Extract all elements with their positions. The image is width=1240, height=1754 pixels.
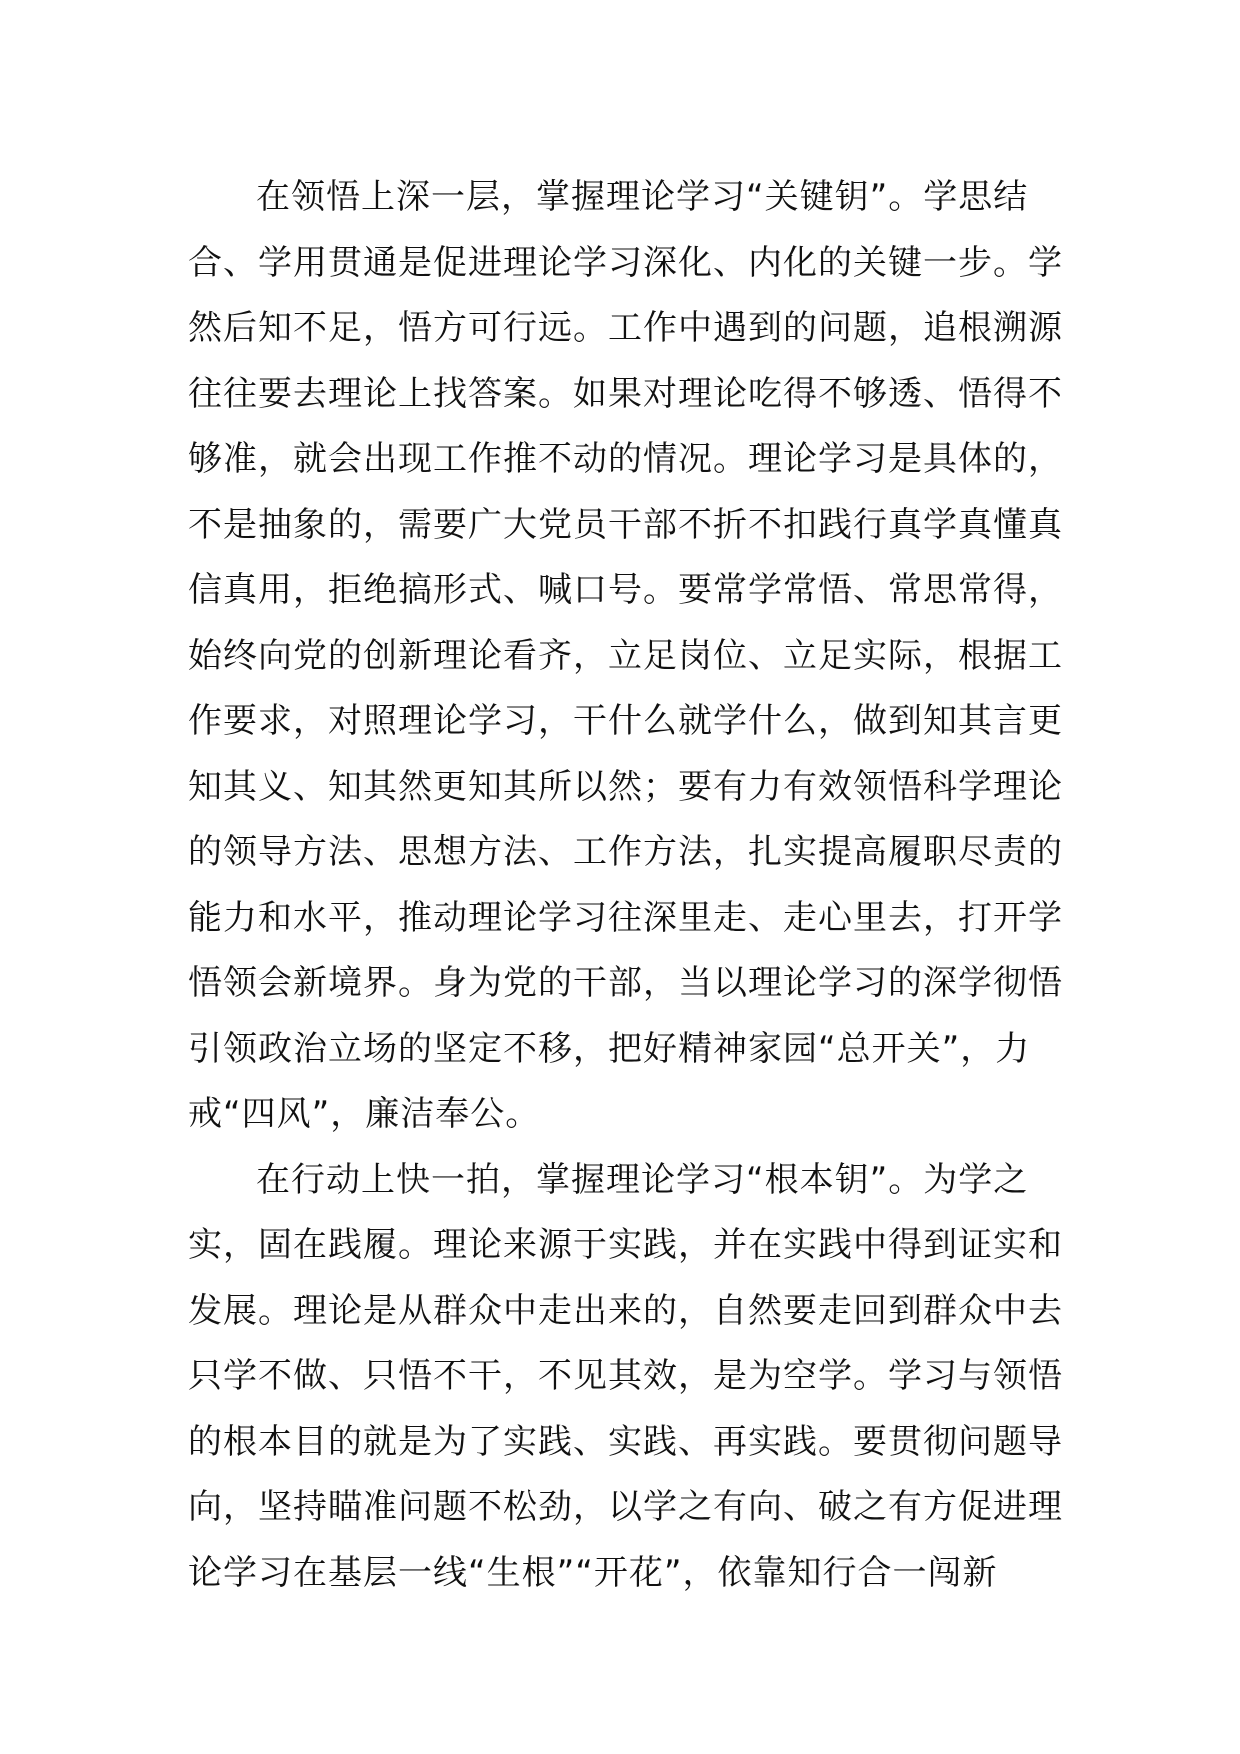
text-line: 不是抽象的，需要广大党员干部不折不扣践行真学真懂真 [188, 504, 1063, 545]
paragraph-1 [188, 165, 1068, 1148]
text-line: 知其义、知其然更知其所以然；要有力有效领悟科学理论 [188, 766, 1063, 807]
text-line: 然后知不足，悟方可行远。工作中遇到的问题，追根溯源 [188, 308, 1063, 348]
text-line: 始终向党的创新理论看齐，立足岗位、立足实际，根据工 [188, 635, 1063, 676]
text-line: 能力和水平，推动理论学习往深里走、走心里去，打开学 [188, 897, 1063, 938]
text-line: 作要求，对照理论学习，干什么就学什么，做到知其言更 [188, 701, 1063, 741]
text-line: 在行动上快一拍，掌握理论学习“根本钥”。为学之 [256, 1159, 1029, 1200]
text-line: 的根本目的就是为了实践、实践、再实践。要贯彻问题导 [188, 1421, 1063, 1462]
text-line: 悟领会新境界。身为党的干部，当以理论学习的深学彻悟 [188, 963, 1063, 1003]
text-line: 论学习在基层一线“生根”“开花”，依靠知行合一闯新 [188, 1552, 998, 1593]
text-line: 戒“四风”，廉洁奉公。 [188, 1094, 541, 1134]
text-line: 引领政治立场的坚定不移，把好精神家园“总开关”，力 [188, 1028, 1031, 1069]
text-line: 实，固在践履。理论来源于实践，并在实践中得到证实和 [188, 1225, 1063, 1265]
text-line: 只学不做、只悟不干，不见其效，是为空学。学习与领悟 [188, 1356, 1063, 1396]
text-line: 往往要去理论上找答案。如果对理论吃得不够透、悟得不 [188, 373, 1063, 414]
text-line: 在领悟上深一层，掌握理论学习“关键钥”。学思结 [256, 177, 1029, 217]
text-line: 向，坚持瞄准问题不松劲，以学之有向、破之有方促进理 [188, 1487, 1063, 1527]
text-line: 发展。理论是从群众中走出来的，自然要走回到群众中去 [188, 1290, 1063, 1331]
paragraph-2 [188, 1148, 1068, 1607]
text-line: 够准，就会出现工作推不动的情况。理论学习是具体的， [188, 439, 1063, 479]
text-line: 合、学用贯通是促进理论学习深化、内化的关键一步。学 [188, 242, 1063, 283]
text-line: 的领导方法、思想方法、工作方法，扎实提高履职尽责的 [188, 832, 1063, 872]
body-text [188, 165, 1068, 1606]
text-line: 信真用，拒绝搞形式、喊口号。要常学常悟、常思常得， [188, 570, 1063, 610]
